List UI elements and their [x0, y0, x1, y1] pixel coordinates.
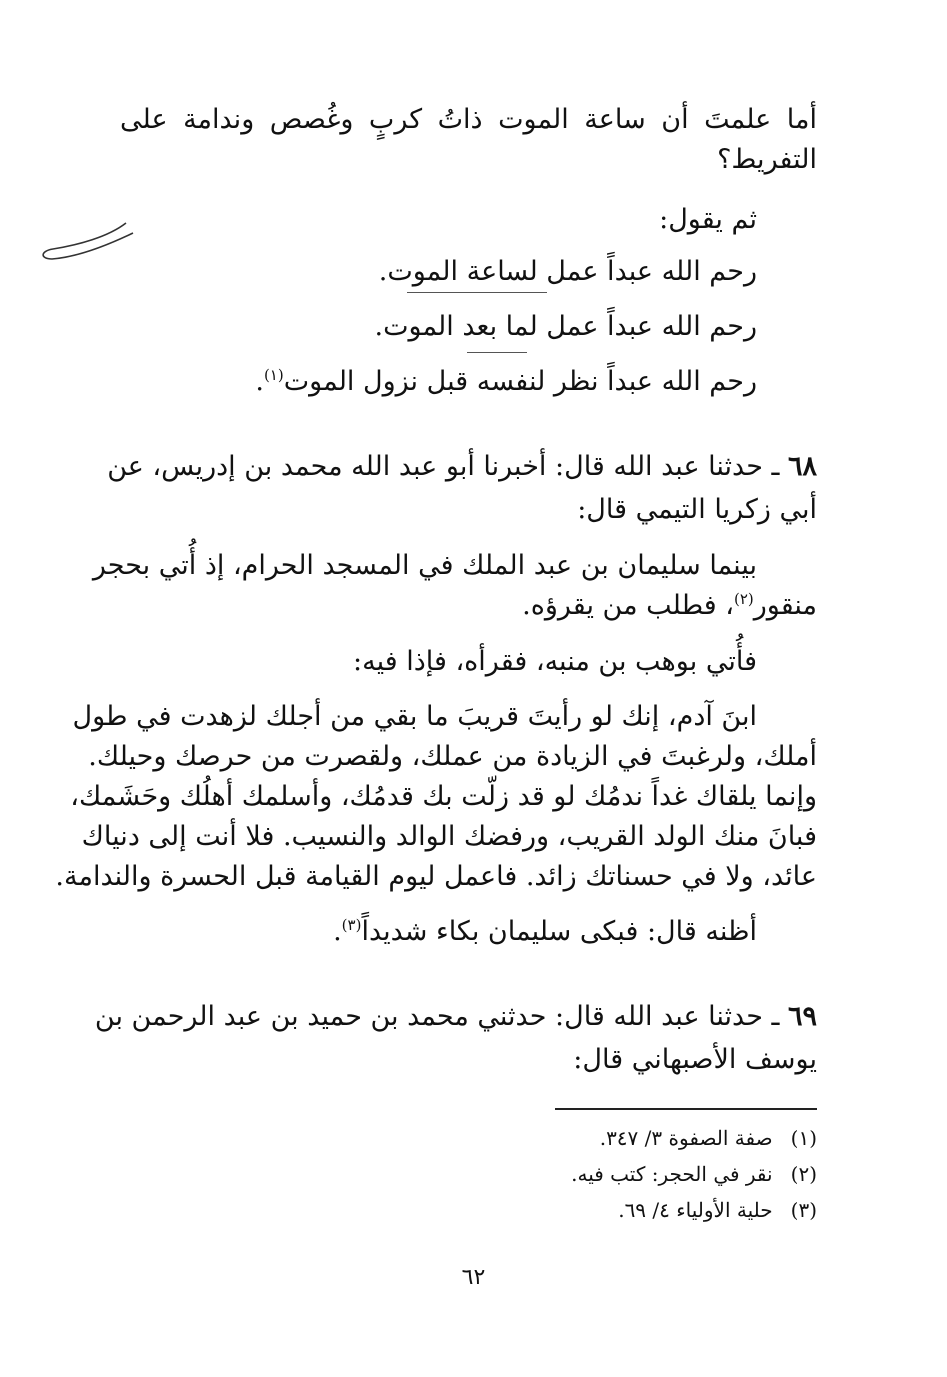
footnote-3 — [300, 1194, 817, 1226]
hadith-69-line-1 — [94, 997, 817, 1037]
footnote-1 — [300, 1122, 817, 1154]
verse-line-1: رحم الله عبداً عمل لساعة الموت. — [378, 256, 757, 287]
footnote-2 — [300, 1158, 817, 1190]
hadith-number: ٦٨ — [787, 451, 817, 482]
hadith-number: ٦٩ — [787, 1001, 817, 1032]
text-line-9: بينما سليمان بن عبد الملك في المسجد الحرام، إذ أُتي بحجر — [92, 550, 757, 581]
footnote-ref-3: (٣) — [341, 916, 362, 934]
footnote-ref-2: (٢) — [733, 590, 754, 608]
text-line-13: أملك، ولرغبتَ في الزيادة من عملك، ولقصرت من حرصك وحيلك. — [88, 741, 817, 772]
footnote-separator — [555, 1108, 817, 1110]
footnote-number: (١) — [790, 1126, 817, 1150]
text-line-8: أبي زكريا التيمي قال: — [577, 494, 817, 525]
text-line-17-period: . — [333, 916, 342, 947]
verse-line-3 — [120, 362, 757, 402]
verse-line-3-period: . — [255, 366, 264, 397]
text-line-17 — [120, 912, 757, 952]
hadith-68-line-1 — [107, 447, 817, 487]
verse-line-2: رحم الله عبداً عمل لما بعد الموت. — [374, 311, 757, 342]
page-number: ٦٢ — [461, 1265, 486, 1290]
text-line-11: فأُتي بوهب بن منبه، فقرأه، فإذا فيه: — [353, 646, 757, 677]
underline-mark — [407, 292, 547, 293]
text-line-2: التفريط؟ — [717, 144, 817, 175]
footnote-number: (٢) — [790, 1162, 817, 1186]
text-line-17-text: أظنه قال: فبكى سليمان بكاء شديداً — [361, 916, 757, 947]
footnote-text: حلية الأولياء ٤/ ٦٩. — [618, 1198, 773, 1222]
text-line-3: ثم يقول: — [659, 204, 757, 235]
underline-mark — [467, 352, 527, 353]
text-line-10-start: منقور — [753, 590, 817, 621]
hadith-68-text: حدثنا عبد الله قال: أخبرنا أبو عبد الله محمد بن إدريس، عن — [107, 451, 763, 482]
footnote-ref-1: (١) — [263, 366, 284, 384]
hadith-69-text: حدثنا عبد الله قال: حدثني محمد بن حميد بن عبد الرحمن بن — [94, 1001, 763, 1032]
text-line-1: أما علمتَ أن ساعة الموت ذاتُ كربٍ وغُصص وندامة على — [120, 104, 817, 135]
text-line-14: وإنما يلقاك غداً ندمُك لو قد زلّت بك قدمُك، وأسلمك أهلُك وحَشَمك، — [70, 781, 817, 812]
text-line-15: فبانَ منك الولد القريب، ورفضك الوالد والنسيب. فلا أنت إلى دنياك — [81, 821, 817, 852]
dash: ـ — [762, 1001, 788, 1032]
text-line-20: يوسف الأصبهاني قال: — [573, 1044, 817, 1075]
footnote-number: (٣) — [790, 1198, 817, 1222]
dash: ـ — [762, 451, 788, 482]
text-line-12: ابنَ آدم، إنك لو رأيتَ قريبَ ما بقي من أجلك لزهدت في طول — [72, 701, 757, 732]
text-line-16: عائد، ولا في حسناتك زائد. فاعمل ليوم القيامة قبل الحسرة والندامة. — [55, 861, 817, 892]
footnote-text: نقر في الحجر: كتب فيه. — [571, 1162, 773, 1186]
footnote-text: صفة الصفوة ٣/ ٣٤٧. — [599, 1126, 773, 1150]
text-line-10 — [120, 586, 817, 626]
text-line-10-end: ، فطلب من يقرؤه. — [522, 590, 734, 621]
verse-line-3-text: رحم الله عبداً نظر لنفسه قبل نزول الموت — [283, 366, 757, 397]
